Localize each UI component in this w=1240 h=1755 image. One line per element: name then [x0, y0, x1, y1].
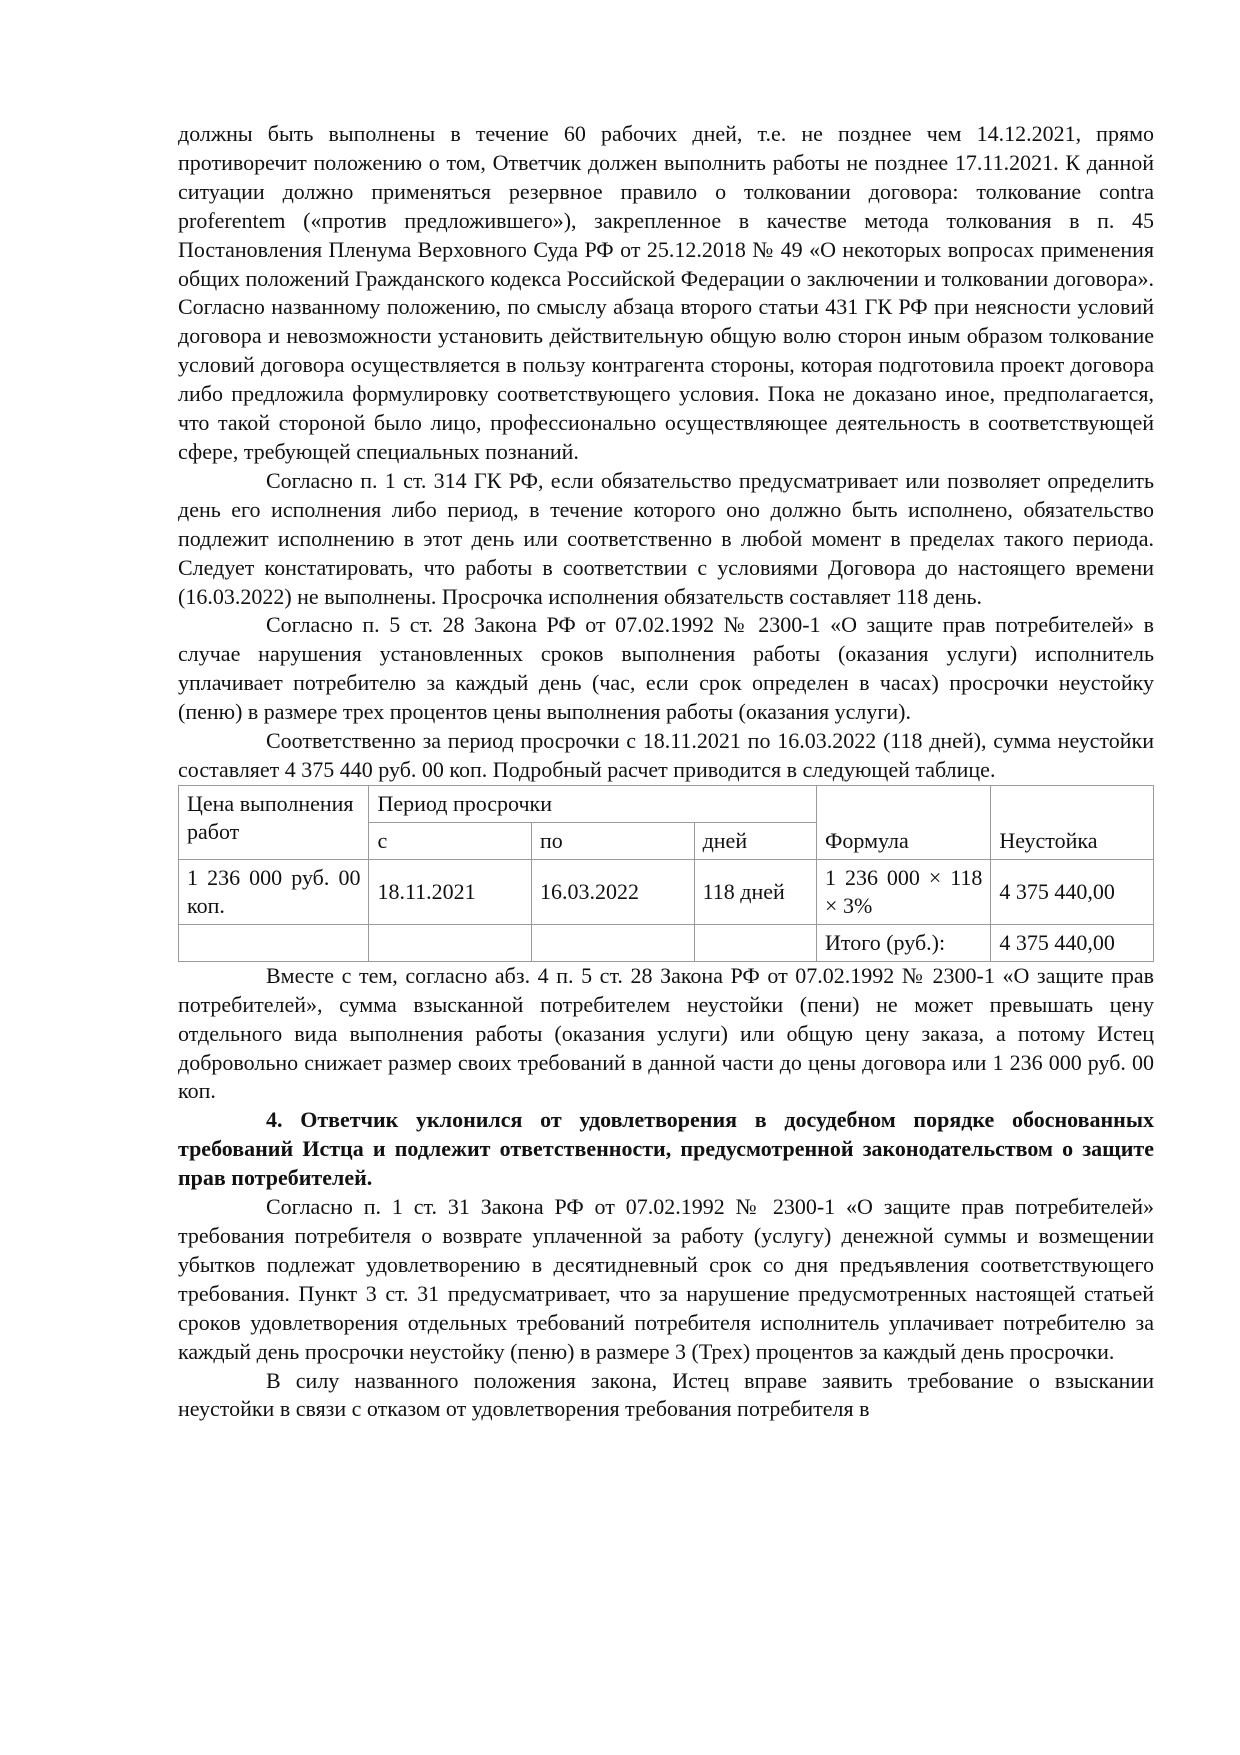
document-page: [178, 120, 1154, 1424]
table-total-row: [179, 924, 1154, 961]
table-row: [179, 859, 1154, 924]
cell-total-label: Итого (руб.):: [817, 924, 991, 961]
paragraph-penalty-sum: Соответственно за период просрочки с 18.11.2021 по 16.03.2022 (118 дней), сумма неустойки составляет 4 375 440 руб. 00 коп. Подробный расчет приводится в следующей таблице.: [178, 728, 1154, 782]
penalty-calculation-table: [178, 785, 1154, 962]
section-heading-4: 4. Ответчик уклонился от удовлетворения в досудебном порядке обоснованных требований Истца и подлежит ответственности, предусмотренной законодательством о защите прав потребителей.: [178, 1107, 1154, 1191]
paragraph-article-314: Согласно п. 1 ст. 314 ГК РФ, если обязательство предусматривает или позволяет определить день его исполнения либо период, в течение которого оно должно быть исполнено, обязательство подлежит исполнению в этот день или соответственно в любой момент в пределах такого периода. Следует констатировать, что работы в соответствии с условиями Договора до настоящего времени (16.03.2022) не выполнены. Просрочка исполнения обязательств составляет 118 день.: [178, 467, 1154, 609]
header-penalty: Неустойка: [991, 785, 1154, 859]
cell-empty: [179, 924, 369, 961]
paragraph-article-31: Согласно п. 1 ст. 31 Закона РФ от 07.02.1992 № 2300-1 «О защите прав потребителей» требования потребителя о возврате уплаченной за работу (услугу) денежной суммы и возмещении убытков подлежат удовлетворению в десятидневный срок со дня предъявления соответствующего требования. Пункт 3 ст. 31 предусматривает, что за нарушение предусмотренных настоящей статьей сроков удовлетворения отдельных требований потребителя исполнитель уплачивает потребителю за каждый день просрочки неустойку (пеню) в размере 3 (Трех) процентов за каждый день просрочки.: [178, 1194, 1154, 1364]
cell-price: 1 236 000 руб. 00 коп.: [179, 859, 369, 924]
paragraph-contract-interpretation: должны быть выполнены в течение 60 рабочих дней, т.е. не позднее чем 14.12.2021, прямо противоречит положению о том, Ответчик должен выполнить работы не позднее 17.11.2021. К данной ситуации должно применяться резервное правило о толковании договора: толкование contra proferentem («против предложившего»), закрепленное в качестве метода толкования в п. 45 Постановления Пленума Верховного Суда РФ от 25.12.2018 № 49 «О некоторых вопросах применения общих положений Гражданского кодекса Российской Федерации о заключении и толковании договора». Согласно названному положению, по смыслу абзаца второго статьи 431 ГК РФ при неясности условий договора и невозможности установить действительную общую волю сторон иным образом толкование условий договора осуществляется в пользу контрагента стороны, которая подготовила проект договора либо предложила формулировку соответствующего условия. Пока не доказано иное, предполагается, что такой стороной было лицо, профессионально осуществляющее деятельность в соответствующей сфере, требующей специальных познаний.: [178, 121, 1154, 464]
cell-empty: [694, 924, 816, 961]
paragraph-claim-right: В силу названного положения закона, Истец вправе заявить требование о взыскании неустойки в связи с отказом от удовлетворения требования потребителя в: [178, 1367, 1154, 1422]
cell-empty: [369, 924, 532, 961]
paragraph-article-28: Согласно п. 5 ст. 28 Закона РФ от 07.02.1992 № 2300-1 «О защите прав потребителей» в случае нарушения установленных сроков выполнения работы (оказания услуги) исполнитель уплачивает потребителю за каждый день (час, если срок определен в часах) просрочки неустойку (пеню) в размере трех процентов цены выполнения работы (оказания услуги).: [178, 612, 1154, 725]
header-days: дней: [694, 822, 816, 859]
paragraph-penalty-limit: Вместе с тем, согласно абз. 4 п. 5 ст. 28 Закона РФ от 07.02.1992 № 2300-1 «О защите прав потребителей», сумма взысканной потребителем неустойки (пени) не может превышать цену отдельного вида выполнения работы (оказания услуги) или общую цену заказа, а потому Истец добровольно снижает размер своих требований в данной части до цены договора или 1 236 000 руб. 00 коп.: [178, 962, 1154, 1104]
cell-to: 16.03.2022: [532, 859, 695, 924]
cell-formula: 1 236 000 × 118 × 3%: [817, 859, 991, 924]
header-period: Период просрочки: [369, 785, 817, 822]
cell-empty: [532, 924, 695, 961]
cell-days: 118 дней: [694, 859, 816, 924]
header-from: с: [369, 822, 532, 859]
header-price: Цена выполнения работ: [179, 785, 369, 859]
cell-penalty: 4 375 440,00: [991, 859, 1154, 924]
header-to: по: [532, 822, 695, 859]
table-header-row: [179, 785, 1154, 822]
header-formula: Формула: [817, 785, 991, 859]
cell-from: 18.11.2021: [369, 859, 532, 924]
cell-total-value: 4 375 440,00: [991, 924, 1154, 961]
